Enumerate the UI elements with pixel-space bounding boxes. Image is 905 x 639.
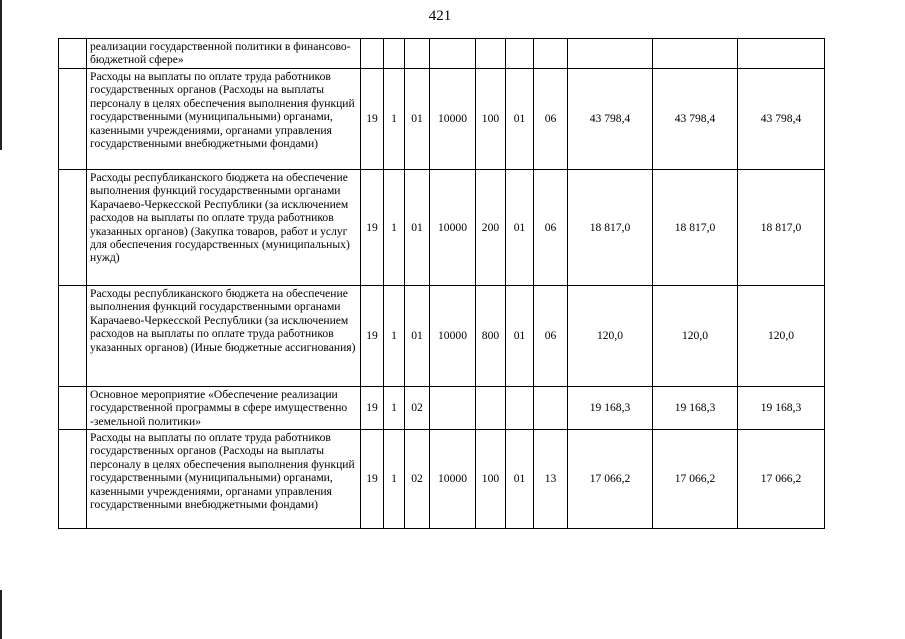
direction-code-cell <box>430 387 476 430</box>
amount-3-cell: 120,0 <box>738 286 825 387</box>
event-code-cell: 01 <box>405 170 430 286</box>
amount-2-cell: 17 066,2 <box>653 430 738 529</box>
subprogram-code-cell: 1 <box>384 387 405 430</box>
section-code-cell <box>506 387 534 430</box>
row-marker-cell <box>59 69 87 170</box>
amount-1-cell: 18 817,0 <box>568 170 653 286</box>
amount-2-cell: 120,0 <box>653 286 738 387</box>
program-code-cell: 19 <box>361 69 384 170</box>
expense-type-cell: 100 <box>476 430 506 529</box>
program-code-cell: 19 <box>361 286 384 387</box>
section-code-cell: 01 <box>506 69 534 170</box>
event-code-cell: 01 <box>405 69 430 170</box>
event-code-cell: 02 <box>405 387 430 430</box>
budget-table <box>58 38 825 529</box>
amount-2-cell: 19 168,3 <box>653 387 738 430</box>
subprogram-code-cell: 1 <box>384 170 405 286</box>
expense-name-cell: реализации государственной политики в финансово-бюджетной сфере» <box>87 39 361 69</box>
amount-3-cell <box>738 39 825 69</box>
row-marker-cell <box>59 170 87 286</box>
row-marker-cell <box>59 39 87 69</box>
amount-3-cell: 43 798,4 <box>738 69 825 170</box>
table-row <box>59 387 825 430</box>
amount-2-cell <box>653 39 738 69</box>
row-marker-cell <box>59 286 87 387</box>
amount-2-cell: 43 798,4 <box>653 69 738 170</box>
row-marker-cell <box>59 430 87 529</box>
subsection-code-cell: 06 <box>534 69 568 170</box>
amount-3-cell: 19 168,3 <box>738 387 825 430</box>
expense-type-cell <box>476 39 506 69</box>
direction-code-cell: 10000 <box>430 430 476 529</box>
amount-1-cell: 19 168,3 <box>568 387 653 430</box>
event-code-cell <box>405 39 430 69</box>
event-code-cell: 02 <box>405 430 430 529</box>
program-code-cell: 19 <box>361 430 384 529</box>
expense-name-cell: Расходы на выплаты по оплате труда работников государственных органов (Расходы на выплаты персоналу в целях обеспечения выполнения функций государственными (муниципальными) органами, казенными учреждениями, органами управления государственными внебюджетными фондами) <box>87 430 361 529</box>
program-code-cell: 19 <box>361 170 384 286</box>
expense-name-cell: Расходы республиканского бюджета на обеспечение выполнения функций государственными органами Карачаево-Черкесской Республики (за исключением расходов на выплаты по оплате труда работников указанных органов) (Закупка товаров, работ и услуг для обеспечения государственных (муниципальных) нужд) <box>87 170 361 286</box>
section-code-cell <box>506 39 534 69</box>
section-code-cell: 01 <box>506 286 534 387</box>
expense-name-cell: Расходы республиканского бюджета на обеспечение выполнения функций государственными органами Карачаево-Черкесской Республики (за исключением расходов на выплаты по оплате труда работников указанных органов) (Иные бюджетные ассигнования) <box>87 286 361 387</box>
direction-code-cell <box>430 39 476 69</box>
amount-3-cell: 17 066,2 <box>738 430 825 529</box>
expense-type-cell: 200 <box>476 170 506 286</box>
table-row <box>59 39 825 69</box>
expense-type-cell: 100 <box>476 69 506 170</box>
subsection-code-cell: 13 <box>534 430 568 529</box>
expense-name-cell: Расходы на выплаты по оплате труда работников государственных органов (Расходы на выплаты персоналу в целях обеспечения выполнения функций государственными (муниципальными) органами, казенными учреждениями, органами управления государственными внебюджетными фондами) <box>87 69 361 170</box>
table-row <box>59 286 825 387</box>
expense-type-cell <box>476 387 506 430</box>
page-number: 421 <box>428 8 452 24</box>
expense-type-cell: 800 <box>476 286 506 387</box>
subsection-code-cell <box>534 387 568 430</box>
subprogram-code-cell <box>384 39 405 69</box>
subprogram-code-cell: 1 <box>384 69 405 170</box>
expense-name-cell: Основное мероприятие «Обеспечение реализации государственной программы в сфере имущественно -земельной политики» <box>87 387 361 430</box>
section-code-cell: 01 <box>506 430 534 529</box>
program-code-cell <box>361 39 384 69</box>
row-marker-cell <box>59 387 87 430</box>
amount-1-cell: 120,0 <box>568 286 653 387</box>
scan-edge-mark <box>0 590 2 639</box>
direction-code-cell: 10000 <box>430 286 476 387</box>
direction-code-cell: 10000 <box>430 170 476 286</box>
subsection-code-cell <box>534 39 568 69</box>
subsection-code-cell: 06 <box>534 286 568 387</box>
amount-1-cell: 43 798,4 <box>568 69 653 170</box>
table-row <box>59 170 825 286</box>
program-code-cell: 19 <box>361 387 384 430</box>
subprogram-code-cell: 1 <box>384 430 405 529</box>
subsection-code-cell: 06 <box>534 170 568 286</box>
amount-3-cell: 18 817,0 <box>738 170 825 286</box>
section-code-cell: 01 <box>506 170 534 286</box>
event-code-cell: 01 <box>405 286 430 387</box>
subprogram-code-cell: 1 <box>384 286 405 387</box>
table-row <box>59 430 825 529</box>
amount-1-cell <box>568 39 653 69</box>
amount-1-cell: 17 066,2 <box>568 430 653 529</box>
amount-2-cell: 18 817,0 <box>653 170 738 286</box>
direction-code-cell: 10000 <box>430 69 476 170</box>
table-row <box>59 69 825 170</box>
